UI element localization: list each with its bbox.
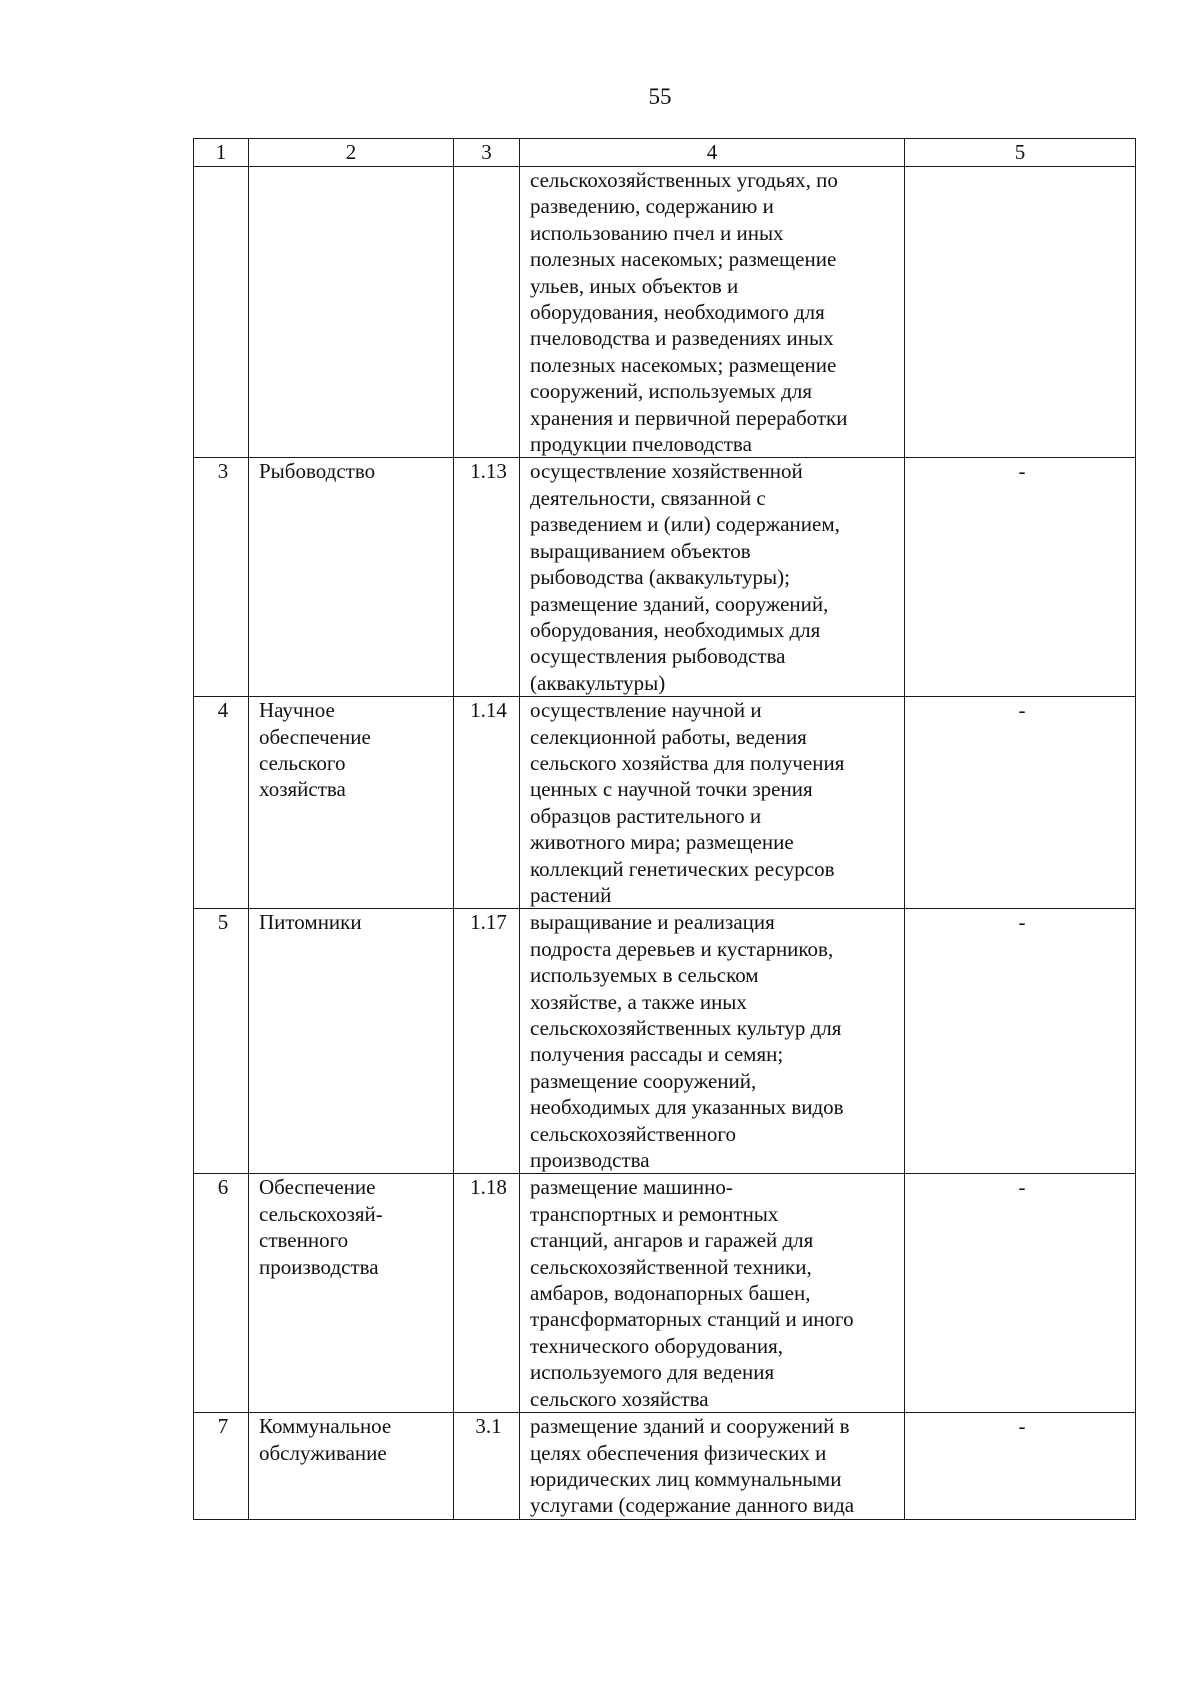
row-number: 3 (194, 458, 249, 697)
table-row (194, 1174, 1136, 1413)
row-number: 7 (194, 1413, 249, 1520)
row-number: 6 (194, 1174, 249, 1413)
land-use-code: 1.18 (454, 1174, 520, 1413)
table-header-row (194, 139, 1136, 167)
land-use-description: осуществление научной и селекционной работы, ведения сельского хозяйства для получения ценных с научной точки зрения образцов растительного и животного мира; размещение коллекций генетических ресурсов растений (520, 697, 905, 909)
land-use-note: - (905, 697, 1136, 909)
land-use-note (905, 167, 1136, 458)
table-row (194, 909, 1136, 1174)
page-number: 55 (648, 84, 672, 109)
land-use-name: Питомники (249, 909, 454, 1174)
land-use-name: Обеспечение сельскохозяй- ственного производства (249, 1174, 454, 1413)
land-use-description: размещение машинно- транспортных и ремонтных станций, ангаров и гаражей для сельскохозяйственной техники, амбаров, водонапорных башен, трансформаторных станций и иного технического оборудования, используемого для ведения сельского хозяйства (520, 1174, 905, 1413)
table-row (194, 167, 1136, 458)
column-header-2: 2 (249, 139, 454, 167)
land-use-code: 3.1 (454, 1413, 520, 1520)
land-use-description: осуществление хозяйственной деятельности, связанной с разведением и (или) содержанием, выращиванием объектов рыбоводства (аквакультуры); размещение зданий, сооружений, оборудования, необходимых для осуществления рыбоводства (аквакультуры) (520, 458, 905, 697)
land-use-name: Коммунальное обслуживание (249, 1413, 454, 1520)
land-use-note: - (905, 458, 1136, 697)
table-row (194, 1413, 1136, 1520)
column-header-3: 3 (454, 139, 520, 167)
table-row (194, 697, 1136, 909)
land-use-description: выращивание и реализация подроста деревьев и кустарников, используемых в сельском хозяйстве, а также иных сельскохозяйственных культур для получения рассады и семян; размещение сооружений, необходимых для указанных видов сельскохозяйственного производства (520, 909, 905, 1174)
land-use-note: - (905, 1413, 1136, 1520)
land-use-table (193, 138, 1136, 1520)
land-use-name: Научное обеспечение сельского хозяйства (249, 697, 454, 909)
land-use-code: 1.17 (454, 909, 520, 1174)
row-number: 5 (194, 909, 249, 1174)
row-number: 4 (194, 697, 249, 909)
land-use-note: - (905, 1174, 1136, 1413)
column-header-5: 5 (905, 139, 1136, 167)
column-header-1: 1 (194, 139, 249, 167)
row-number (194, 167, 249, 458)
land-use-description: сельскохозяйственных угодьях, по разведению, содержанию и использованию пчел и иных полезных насекомых; размещение ульев, иных объектов и оборудования, необходимого для пчеловодства и разведениях иных полезных насекомых; размещение сооружений, используемых для хранения и первичной переработки продукции пчеловодства (520, 167, 905, 458)
land-use-name (249, 167, 454, 458)
land-use-code: 1.13 (454, 458, 520, 697)
land-use-name: Рыбоводство (249, 458, 454, 697)
land-use-code: 1.14 (454, 697, 520, 909)
land-use-description: размещение зданий и сооружений в целях обеспечения физических и юридических лиц коммунальными услугами (содержание данного вида (520, 1413, 905, 1520)
land-use-note: - (905, 909, 1136, 1174)
column-header-4: 4 (520, 139, 905, 167)
table-row (194, 458, 1136, 697)
land-use-code (454, 167, 520, 458)
